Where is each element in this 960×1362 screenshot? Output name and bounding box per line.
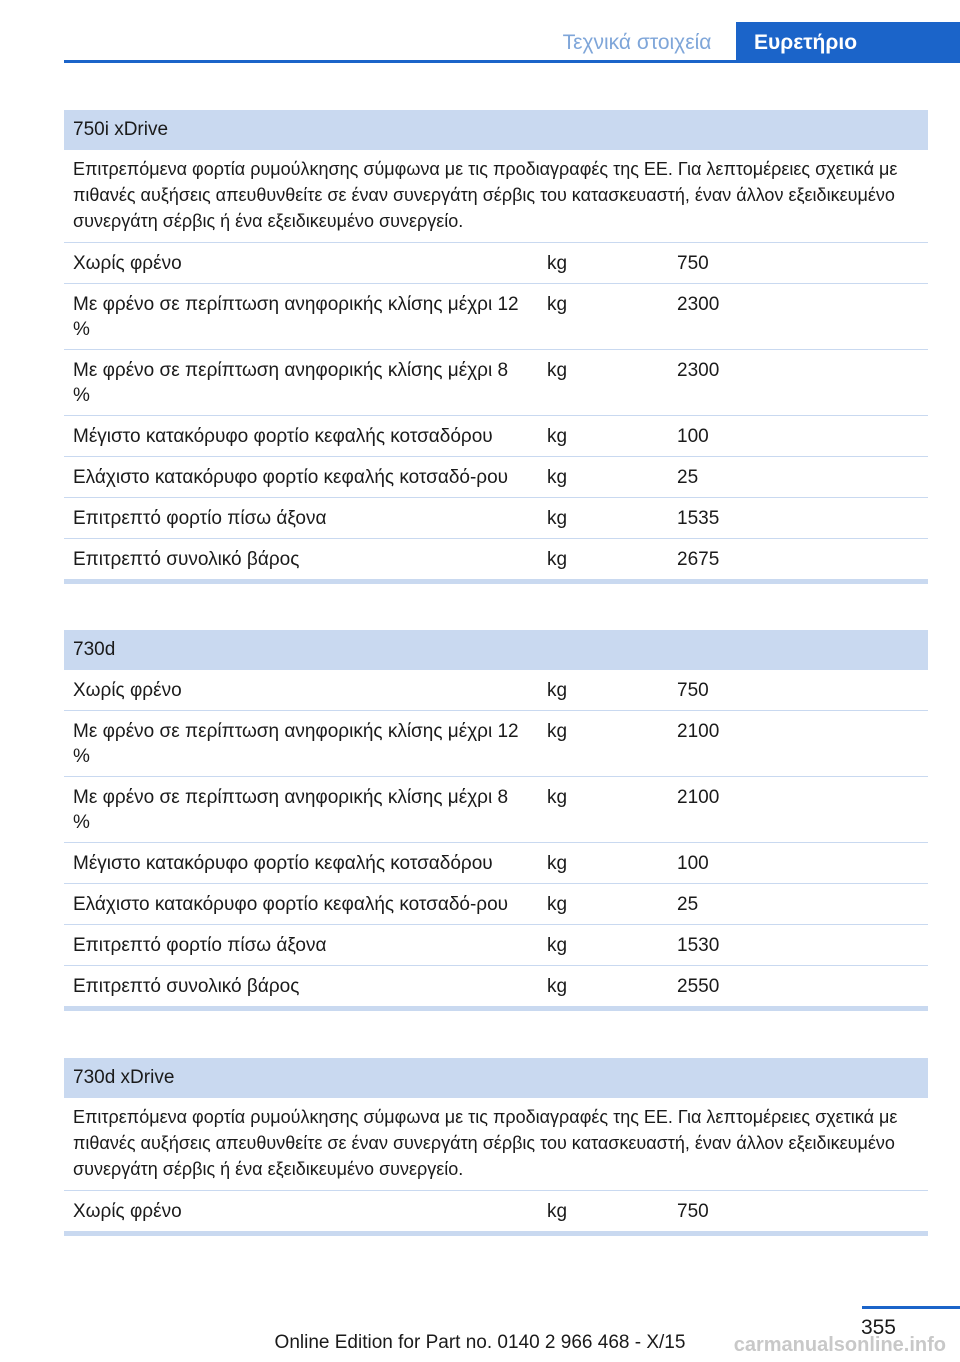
row-label: Με φρένο σε περίπτωση ανηφορικής κλίσης μέχρι 8 % xyxy=(73,787,509,833)
row-label: Χωρίς φρένο xyxy=(73,680,182,701)
table-row xyxy=(64,711,928,777)
row-unit: kg xyxy=(547,1201,568,1222)
row-unit: kg xyxy=(547,253,568,274)
row-unit: kg xyxy=(547,721,568,742)
section-tab[interactable]: Τεχνικά στοιχεία xyxy=(562,31,712,54)
table-title: 750i xDrive xyxy=(64,110,928,150)
row-unit: kg xyxy=(547,853,568,874)
row-value: 750 xyxy=(677,680,709,701)
row-value: 750 xyxy=(677,253,709,274)
table-body xyxy=(64,1191,928,1231)
table-end-rule xyxy=(64,1231,928,1236)
table-note: Επιτρεπόμενα φορτία ρυμούλκησης σύμφωνα με τις προδιαγραφές της ΕΕ. Για λεπτομέρειες σχετικά με πιθανές αυξήσεις απευθυνθείτε σε έναν συνεργάτη σέρβις του κατασκευαστή, έναν άλλον εξειδικευμένο συνεργάτη σέρβις ή ένα εξειδικευμένο συνεργείο. xyxy=(64,1098,928,1191)
row-value: 2100 xyxy=(677,787,720,808)
spec-table-730d-xdrive xyxy=(64,1058,928,1236)
row-unit: kg xyxy=(547,787,568,808)
header-divider xyxy=(64,60,960,63)
table-row xyxy=(64,243,928,284)
index-tab[interactable]: Ευρετήριο xyxy=(736,22,960,62)
row-unit: kg xyxy=(547,935,568,956)
row-value: 2550 xyxy=(677,976,720,997)
watermark: carmanualsonline.info xyxy=(733,1334,946,1356)
page-number-rule xyxy=(862,1306,960,1309)
row-label: Χωρίς φρένο xyxy=(73,253,182,274)
table-row xyxy=(64,884,928,925)
row-value: 25 xyxy=(677,467,699,488)
row-label: Επιτρεπτό συνολικό βάρος xyxy=(73,549,300,570)
row-value: 2300 xyxy=(677,360,720,381)
row-value: 25 xyxy=(677,894,699,915)
row-unit: kg xyxy=(547,426,568,447)
table-note: Επιτρεπόμενα φορτία ρυμούλκησης σύμφωνα με τις προδιαγραφές της ΕΕ. Για λεπτομέρειες σχετικά με πιθανές αυξήσεις απευθυνθείτε σε έναν συνεργάτη σέρβις του κατασκευαστή, έναν άλλον εξειδικευμένο συνεργάτη σέρβις ή ένα εξειδικευμένο συνεργείο. xyxy=(64,150,928,243)
table-row xyxy=(64,925,928,966)
table-row xyxy=(64,457,928,498)
row-label: Μέγιστο κατακόρυφο φορτίο κεφαλής κοτσαδόρου xyxy=(73,426,493,447)
table-body xyxy=(64,670,928,1006)
row-label: Ελάχιστο κατακόρυφο φορτίο κεφαλής κοτσαδό-ρου xyxy=(73,894,509,915)
row-label: Μέγιστο κατακόρυφο φορτίο κεφαλής κοτσαδόρου xyxy=(73,853,493,874)
row-label: Χωρίς φρένο xyxy=(73,1201,182,1222)
row-unit: kg xyxy=(547,894,568,915)
row-unit: kg xyxy=(547,360,568,381)
row-unit: kg xyxy=(547,294,568,315)
table-end-rule xyxy=(64,579,928,584)
footer-edition: Online Edition for Part no. 0140 2 966 468 - X/15 xyxy=(274,1332,686,1353)
row-value: 2100 xyxy=(677,721,720,742)
table-row xyxy=(64,284,928,350)
table-row xyxy=(64,843,928,884)
row-value: 750 xyxy=(677,1201,709,1222)
row-label: Με φρένο σε περίπτωση ανηφορικής κλίσης μέχρι 8 % xyxy=(73,360,509,406)
table-row xyxy=(64,416,928,457)
row-value: 1535 xyxy=(677,508,720,529)
table-row xyxy=(64,777,928,843)
row-value: 100 xyxy=(677,853,709,874)
table-title: 730d xyxy=(64,630,928,670)
page-header xyxy=(0,0,960,62)
row-unit: kg xyxy=(547,976,568,997)
row-unit: kg xyxy=(547,549,568,570)
spec-table-730d xyxy=(64,630,928,1011)
table-row xyxy=(64,498,928,539)
row-unit: kg xyxy=(547,508,568,529)
page-number: 355 xyxy=(860,1316,896,1339)
row-value: 2675 xyxy=(677,549,720,570)
table-row xyxy=(64,539,928,579)
spec-table-750i-xdrive xyxy=(64,110,928,584)
row-label: Με φρένο σε περίπτωση ανηφορικής κλίσης μέχρι 12 % xyxy=(73,721,519,767)
row-unit: kg xyxy=(547,467,568,488)
row-label: Ελάχιστο κατακόρυφο φορτίο κεφαλής κοτσαδό-ρου xyxy=(73,467,509,488)
table-row xyxy=(64,350,928,416)
row-label: Επιτρεπτό συνολικό βάρος xyxy=(73,976,300,997)
row-unit: kg xyxy=(547,680,568,701)
row-value: 1530 xyxy=(677,935,720,956)
table-body xyxy=(64,243,928,579)
row-label: Επιτρεπτό φορτίο πίσω άξονα xyxy=(73,935,327,956)
row-value: 2300 xyxy=(677,294,720,315)
table-title: 730d xDrive xyxy=(64,1058,928,1098)
table-row xyxy=(64,670,928,711)
row-label: Επιτρεπτό φορτίο πίσω άξονα xyxy=(73,508,327,529)
table-row xyxy=(64,1191,928,1231)
table-end-rule xyxy=(64,1006,928,1011)
row-value: 100 xyxy=(677,426,709,447)
table-row xyxy=(64,966,928,1006)
row-label: Με φρένο σε περίπτωση ανηφορικής κλίσης μέχρι 12 % xyxy=(73,294,519,340)
